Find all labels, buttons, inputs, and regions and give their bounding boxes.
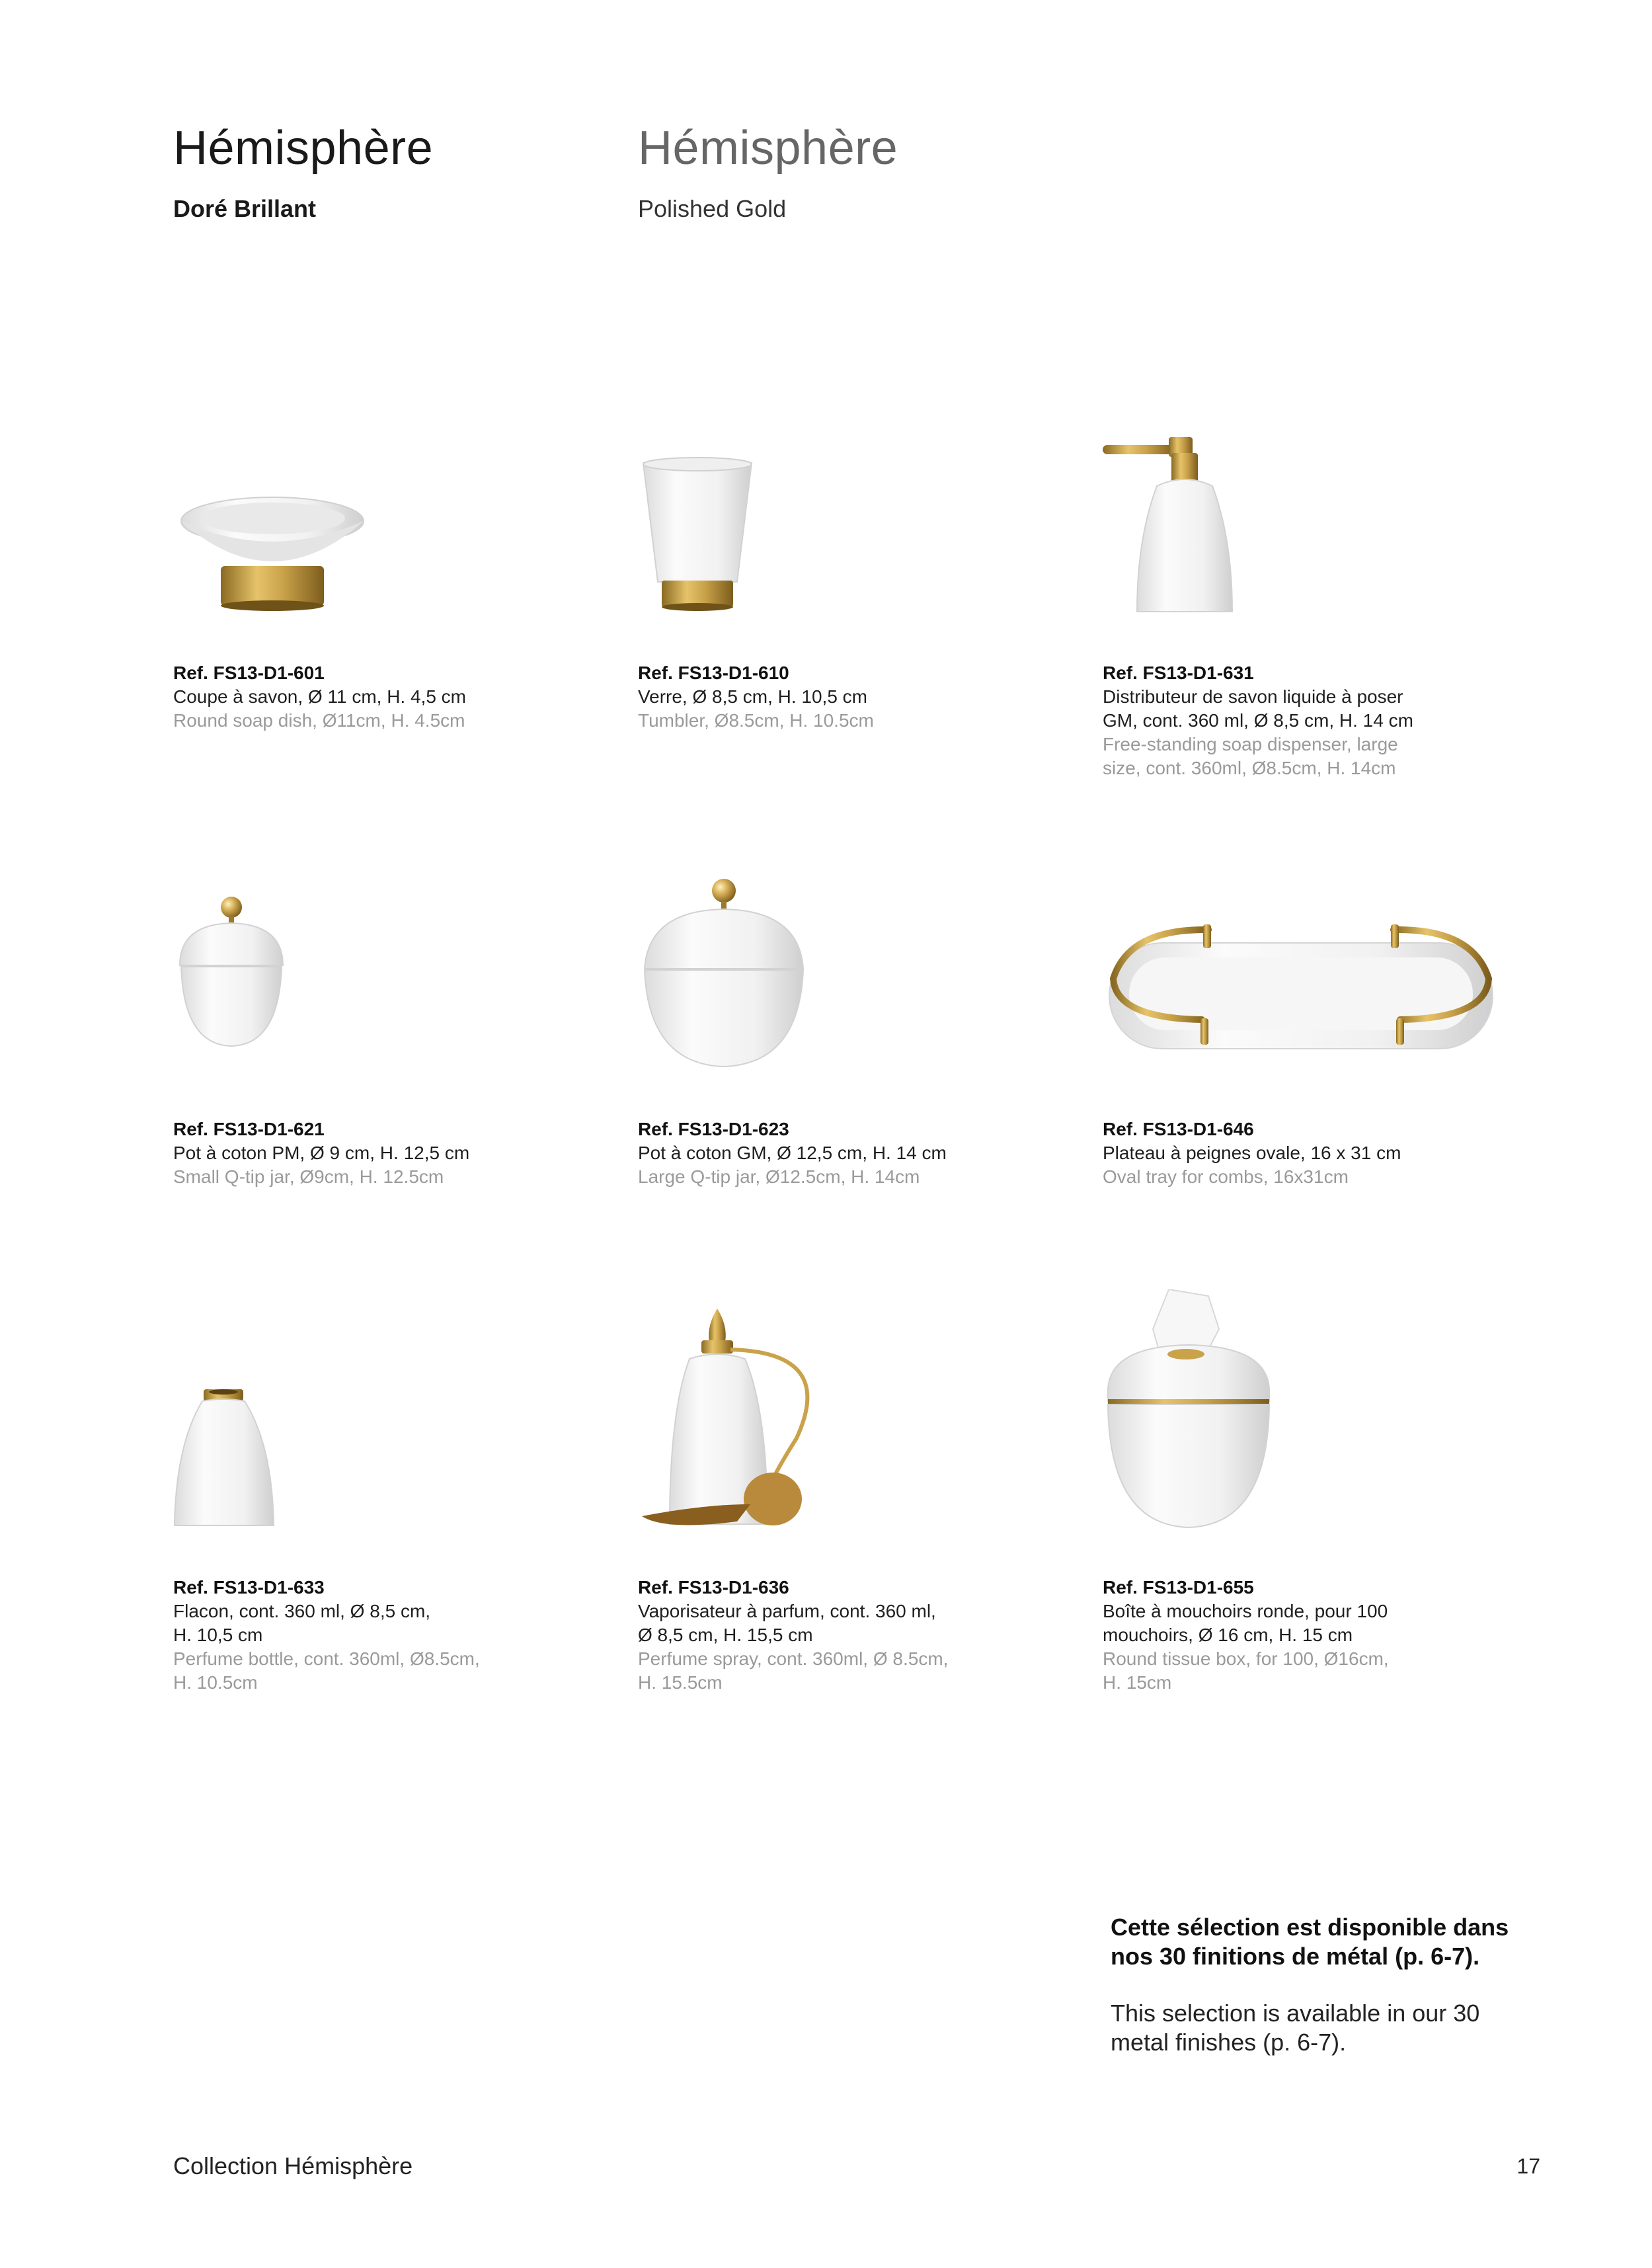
soap-dish-icon xyxy=(173,489,372,618)
note-en-line: This selection is available in our 30 xyxy=(1111,2000,1480,2027)
product-desc-en: Tumbler, Ø8.5cm, H. 10.5cm xyxy=(638,710,874,731)
product-desc-fr: Flacon, cont. 360 ml, Ø 8,5 cm, xyxy=(173,1601,431,1621)
product-desc-fr: Vaporisateur à parfum, cont. 360 ml, xyxy=(638,1601,936,1621)
page-number: 17 xyxy=(1516,2154,1540,2178)
footer-collection: Collection Hémisphère xyxy=(173,2152,413,2179)
product-desc-fr: GM, cont. 360 ml, Ø 8,5 cm, H. 14 cm xyxy=(1103,710,1413,731)
product-text xyxy=(1103,1117,1473,1189)
product-desc-en: Round tissue box, for 100, Ø16cm, xyxy=(1103,1648,1389,1669)
product-ref: Ref. FS13-D1-655 xyxy=(1103,1577,1254,1598)
product-desc-en: Oval tray for combs, 16x31cm xyxy=(1103,1166,1349,1187)
subtitle-fr: Doré Brillant xyxy=(173,195,317,222)
product-desc-en: Large Q-tip jar, Ø12.5cm, H. 14cm xyxy=(638,1166,920,1187)
product-desc-en: size, cont. 360ml, Ø8.5cm, H. 14cm xyxy=(1103,758,1396,778)
product-text xyxy=(1103,1576,1473,1695)
product-text xyxy=(173,1117,543,1189)
product-desc-fr: H. 10,5 cm xyxy=(173,1625,263,1645)
product-desc-fr: Pot à coton GM, Ø 12,5 cm, H. 14 cm xyxy=(638,1143,947,1163)
product-ref: Ref. FS13-D1-623 xyxy=(638,1119,789,1139)
large-jar-icon xyxy=(638,876,823,1071)
subtitle-en: Polished Gold xyxy=(638,195,787,222)
product-ref: Ref. FS13-D1-646 xyxy=(1103,1119,1254,1139)
product-desc-en: Perfume spray, cont. 360ml, Ø 8.5cm, xyxy=(638,1648,949,1669)
product-ref: Ref. FS13-D1-610 xyxy=(638,663,789,683)
product-desc-en: H. 15cm xyxy=(1103,1672,1172,1693)
product-desc-fr: Verre, Ø 8,5 cm, H. 10,5 cm xyxy=(638,686,868,707)
tumbler-icon xyxy=(638,456,770,618)
product-desc-en: Round soap dish, Ø11cm, H. 4.5cm xyxy=(173,710,465,731)
product-text xyxy=(638,1117,1008,1189)
product-text xyxy=(1103,661,1473,780)
availability-note xyxy=(1111,1913,1560,2057)
note-fr-line: nos 30 finitions de métal (p. 6-7). xyxy=(1111,1943,1480,1970)
product-ref: Ref. FS13-D1-631 xyxy=(1103,663,1254,683)
product-desc-fr: Pot à coton PM, Ø 9 cm, H. 12,5 cm xyxy=(173,1143,470,1163)
product-desc-fr: Distributeur de savon liquide à poser xyxy=(1103,686,1403,707)
product-text xyxy=(173,1576,543,1695)
product-desc-en: Perfume bottle, cont. 360ml, Ø8.5cm, xyxy=(173,1648,480,1669)
perfume-spray-icon xyxy=(638,1306,849,1534)
product-text xyxy=(638,661,1008,733)
product-text xyxy=(173,661,543,733)
title-en: Hémisphère xyxy=(638,122,898,175)
oval-tray-icon xyxy=(1103,919,1499,1068)
note-fr-line: Cette sélection est disponible dans xyxy=(1111,1914,1509,1941)
product-desc-fr: Ø 8,5 cm, H. 15,5 cm xyxy=(638,1625,813,1645)
tissue-box-icon xyxy=(1103,1289,1288,1537)
product-desc-en: H. 15.5cm xyxy=(638,1672,723,1693)
product-desc-en: Small Q-tip jar, Ø9cm, H. 12.5cm xyxy=(173,1166,444,1187)
product-text xyxy=(638,1576,1008,1695)
product-desc-fr: Boîte à mouchoirs ronde, pour 100 xyxy=(1103,1601,1388,1621)
product-ref: Ref. FS13-D1-621 xyxy=(173,1119,325,1139)
product-desc-en: H. 10.5cm xyxy=(173,1672,258,1693)
perfume-bottle-icon xyxy=(173,1385,292,1534)
title-fr: Hémisphère xyxy=(173,122,434,175)
product-desc-en: Free-standing soap dispenser, large xyxy=(1103,734,1398,754)
product-ref: Ref. FS13-D1-601 xyxy=(173,663,325,683)
soap-dispenser-icon xyxy=(1103,433,1248,622)
product-desc-fr: mouchoirs, Ø 16 cm, H. 15 cm xyxy=(1103,1625,1353,1645)
product-ref: Ref. FS13-D1-636 xyxy=(638,1577,789,1598)
product-desc-fr: Coupe à savon, Ø 11 cm, H. 4,5 cm xyxy=(173,686,467,707)
small-jar-icon xyxy=(173,893,305,1055)
product-desc-fr: Plateau à peignes ovale, 16 x 31 cm xyxy=(1103,1143,1401,1163)
note-en-line: metal finishes (p. 6-7). xyxy=(1111,2029,1347,2056)
product-ref: Ref. FS13-D1-633 xyxy=(173,1577,325,1598)
